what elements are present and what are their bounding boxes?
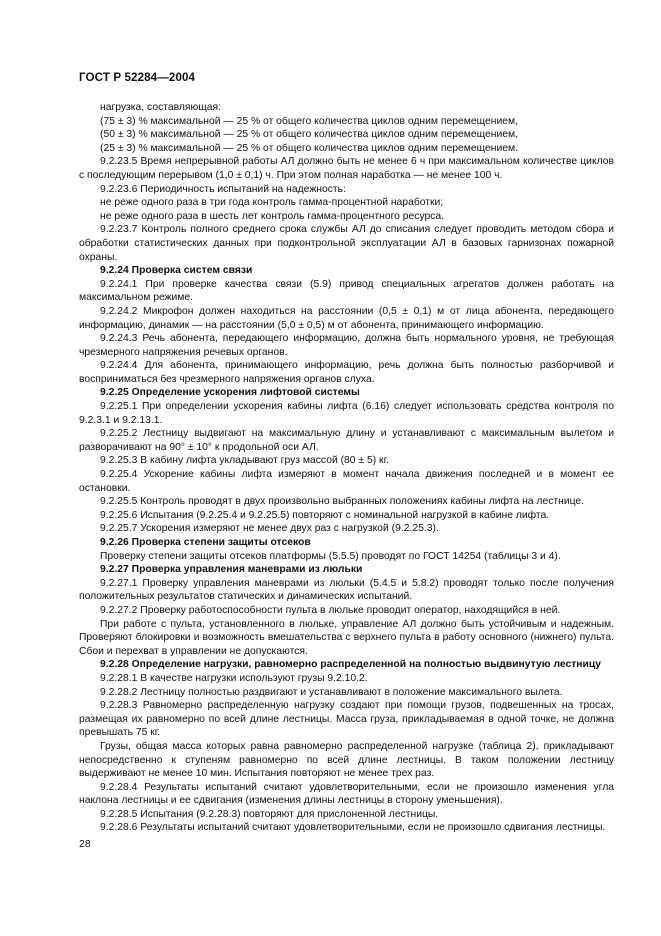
section-heading: 9.2.26 Проверка степени защиты отсеков (100, 537, 311, 548)
paragraph: 9.2.28.5 Испытания (9.2.28.3) повторяют для прислоненной лестницы. (100, 808, 439, 820)
paragraph: 9.2.25.5 Контроль проводят в двух произвольно выбранных положениях кабины лифта на лестнице. (100, 496, 585, 508)
paragraph: 9.2.28.2 Лестницу полностью раздвигают и устанавливают в положение максимального вылета. (100, 686, 563, 698)
paragraph: (75 ± 3) % максимальной — 25 % от общего количества циклов одним перемещением, (100, 115, 518, 127)
paragraph: 9.2.28.6 Результаты испытаний считают удовлетворительными, если не произошло сдвигания лестницы. (100, 822, 606, 834)
document-header: ГОСТ Р 52284—2004 (79, 71, 196, 84)
section-heading: 9.2.27 Проверка управления маневрами из люльки (100, 564, 363, 576)
paragraph: (25 ± 3) % максимальной — 25 % от общего количества циклов одним перемещением. (100, 142, 518, 154)
paragraph: не реже одного раза в три года контроль гамма-процентной наработки; (100, 197, 444, 209)
paragraph: 9.2.25.1 При определении ускорения кабины лифта (6.16) следует использовать средства контроля по 9.2.3.1 и 9.2.13.1. (79, 401, 614, 426)
document-body (79, 101, 614, 835)
paragraph: 9.2.23.7 Контроль полного среднего срока службы АЛ до списания следует проводить методом сбора и обработки статистических данных при подконтрольной эксплуатации АЛ в базовых гарнизонах пожарной охраны. (79, 224, 614, 263)
paragraph: 9.2.24.1 При проверке качества связи (5.9) привод специальных агрегатов должен работать на максимальном режиме. (79, 278, 614, 304)
paragraph: 9.2.24.4 Для абонента, принимающего информацию, речь должна быть полностью разборчивой и восприниматься без чрезмерного напряжения органов слуха. (79, 360, 614, 385)
paragraph: 9.2.25.3 В кабину лифта укладывают груз массой (80 ± 5) кг. (100, 455, 389, 467)
paragraph: 9.2.25.7 Ускорения измеряют не менее двух раз с нагрузкой (9.2.25.3). (100, 523, 439, 535)
paragraph: 9.2.28.3 Равномерно распределенную нагрузку создают при помощи грузов, подвешенных на тросах, размещая их равномерно по всей длине лестницы. Масса груза, прикладываемая в одной точке, не должна превышать 75 кг. (79, 700, 614, 739)
paragraph: 9.2.24.2 Микрофон должен находиться на расстоянии (0,5 ± 0,1) м от лица абонента, передающего информацию, динамик — на расстоянии (5,0 ± 0,5) м от абонента, принимающего информацию. (79, 305, 614, 331)
paragraph: Проверку степени защиты отсеков платформы (5.5.5) проводят по ГОСТ 14254 (таблицы 3 и 4). (100, 550, 561, 562)
paragraph: 9.2.25.2 Лестницу выдвигают на максимальную длину и устанавливают с максимальным вылетом и разворачивают на 90° ± 10° к продольной оси АЛ. (79, 428, 614, 453)
section-heading: 9.2.28 Определение нагрузки, равномерно распределенной на полностью выдвинутую лестницу (100, 659, 602, 671)
paragraph: 9.2.28.1 В качестве нагрузки используют грузы 9.2.10.2. (100, 672, 368, 684)
paragraph: При работе с пульта, установленного в люльке, управление АЛ должно быть устойчивым и надежным. Проверяют блокировки и возможность вмешательства с верхнего пульта в работу основного (нижнего) пульта. Сбои и перехват в управлении не допускаются. (79, 618, 614, 657)
paragraph: 9.2.23.5 Время непрерывной работы АЛ должно быть не менее 6 ч при максимальном количестве циклов с последующим перерывом (1,0 ± 0,1) ч. При этом полная наработка — не менее 100 ч. (79, 156, 614, 181)
paragraph: (50 ± 3) % максимальной — 25 % от общего количества циклов одним перемещением, (100, 129, 518, 141)
paragraph: 9.2.23.6 Периодичность испытаний на надежность: (100, 183, 346, 195)
paragraph: 9.2.25.6 Испытания (9.2.25.4 и 9.2.25.5) повторяют с номинальной нагрузкой в кабине лифта. (100, 509, 550, 521)
paragraph: 9.2.27.2 Проверку работоспособности пульта в люльке проводит оператор, находящийся в ней. (100, 604, 561, 616)
section-heading: 9.2.24 Проверка систем связи (100, 265, 253, 277)
paragraph: 9.2.27.1 Проверку управления маневрами из люльки (5.4.5 и 5.8.2) проводят только после получения положительных результатов статических и динамических испытаний. (79, 577, 614, 603)
paragraph: нагрузка, составляющая: (100, 102, 222, 113)
paragraph: 9.2.24.3 Речь абонента, передающего информацию, должна быть нормального уровня, не требующая чрезмерного напряжения речевых органов. (79, 333, 614, 358)
paragraph: 9.2.25.4 Ускорение кабины лифта измеряют в момент начала движения последней и в момент ее остановки. (79, 469, 614, 494)
paragraph: 9.2.28.4 Результаты испытаний считают удовлетворительными, если не произошло изменения угла наклона лестницы и ее сдвигания (изменения длины лестницы в сторону уменьшения). (79, 781, 614, 807)
page-number: 28 (79, 838, 91, 850)
section-heading: 9.2.25 Определение ускорения лифтовой системы (100, 387, 360, 399)
paragraph: Грузы, общая масса которых равна равномерно распределенной нагрузке (таблица 2), прикладывают непосредственно к ступеням равномерно по всей длине лестницы. В таком положении лестницу выдерживают не менее 10 мин. Испытания повторяют не менее трех раз. (79, 740, 614, 780)
paragraph: не реже одного раза в шесть лет контроль гамма-процентного ресурса. (100, 210, 445, 222)
